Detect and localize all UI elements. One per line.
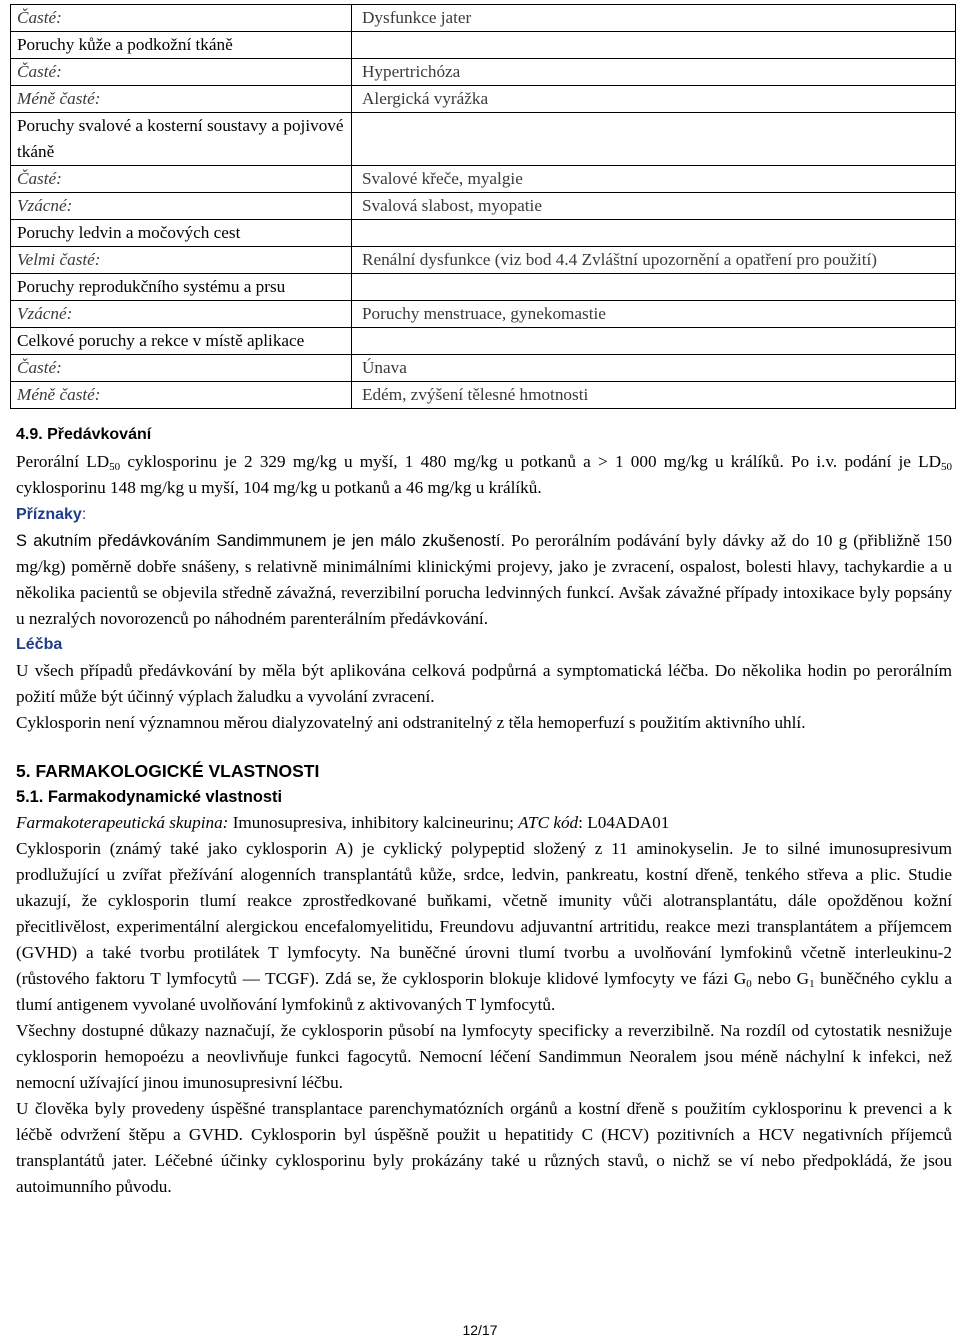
g0-subscript: 0 — [746, 978, 752, 990]
organ-class-label: Celkové poruchy a rekce v místě aplikace — [11, 328, 352, 355]
g1-subscript: 1 — [809, 978, 815, 990]
p1-text-b: nebo G — [751, 969, 810, 988]
effect-cell: Alergická vyrážka — [352, 86, 956, 113]
symptoms-paragraph — [16, 528, 952, 632]
symptoms-lead: S akutním předávkováním Sandimmunem je jen málo zkušeností. — [16, 532, 506, 550]
organ-class-row — [11, 220, 956, 247]
empty-cell — [352, 220, 956, 247]
group-value: Imunosupresiva, inhibitory kalcineurinu; — [228, 813, 519, 832]
section-4-9-heading: 4.9. Předávkování — [16, 426, 152, 443]
frequency-cell: Vzácné: — [11, 193, 352, 220]
effect-cell: Svalová slabost, myopatie — [352, 193, 956, 220]
organ-class-row — [11, 113, 956, 166]
ld-text-b: cyklosporinu je 2 329 mg/kg u myší, 1 480 mg/kg u potkanů a > 1 000 mg/kg u králíků. Po i.v. podání je LD — [120, 452, 942, 471]
ld50-paragraph — [16, 449, 952, 501]
treatment-heading: Léčba — [16, 636, 63, 653]
ld-subscript: 50 — [109, 461, 121, 473]
p1-text-c: buněčného cyklu a tlumí antigenem vyvolané uvolňování lymfokinů z aktivovaných T lymfocytů. — [16, 969, 953, 1014]
pharmacotherapeutic-group — [16, 810, 952, 836]
effect-cell: Edém, zvýšení tělesné hmotnosti — [352, 382, 956, 409]
effect-cell: Hypertrichóza — [352, 59, 956, 86]
effect-cell: Únava — [352, 355, 956, 382]
frequency-cell: Časté: — [11, 5, 352, 32]
symptoms-text: Po perorálním podávání byly dávky až do 10 g (přibližně 150 mg/kg) poměrně dobře snášeny, s relativně minimálními klinickými projevy, jako je zvracení, ospalost, bolesti hlavy, tachykardie a u několika pacientů se objevila středně závažná, reverzibilní porucha ledvinných funkcí. Avšak závažné případy intoxikace byly popsány u nezralých novorozenců po náhodném parenterálním předávkování. — [16, 531, 952, 628]
ld-text-a: Perorální LD — [16, 452, 110, 471]
empty-cell — [352, 274, 956, 301]
ld-text-c: cyklosporinu 148 mg/kg u myší, 104 mg/kg u potkanů a 46 mg/kg u králíků. — [16, 478, 542, 497]
organ-class-row — [11, 32, 956, 59]
effect-row — [11, 193, 956, 220]
p1-text-a: Cyklosporin (známý také jako cyklosporin A) je cyklický polypeptid složený z 11 aminokyselin. Je to silné imunosupresivum prodlužující u zvířat přežívání alogenních transplantátů kůže, srdce, ledvin, pankreatu, kostní dřeně, tenkého střeva a plic. Studie ukazují, že cyklosporin tlumí reakce zprostředkované buňkami, včetně imunity vůči alotransplantátu, dále opožděnou kožní přecitlivělost, experimentální alergickou encefalomyelitidu, Freundovu adjuvantní artritidu, reakce mezi transplantátem a příjemcem (GVHD) a také tvorbu protilátek T lymfocyty. Na buněčné úrovni tlumí tvorbu a uvolňování lymfokinů včetně interleukinu-2 (růstového faktoru T lymfocytů — TCGF). Zdá se, že cyklosporin blokuje klidové lymfocyty ve fázi G — [16, 839, 952, 988]
effect-row — [11, 355, 956, 382]
ld-subscript-2: 50 — [941, 461, 953, 473]
frequency-cell: Časté: — [11, 355, 352, 382]
organ-class-label: Poruchy kůže a podkožní tkáně — [11, 32, 352, 59]
adverse-effects-table — [10, 4, 956, 409]
pharmacodynamics-paragraph-2: Všechny dostupné důkazy naznačují, že cyklosporin působí na lymfocyty specificky a reverzibilně. Na rozdíl od cytostatik nesnižuje cyklosporin hemopoézu a neovlivňuje funkci fagocytů. Nemocní léčení Sandimmun Neoralem jsou méně náchylní k infekci, než nemocní užívající jinou imunosupresivní léčbu. — [16, 1021, 952, 1092]
pharmacodynamics-paragraph-1 — [16, 836, 952, 1018]
organ-class-row — [11, 328, 956, 355]
frequency-cell: Méně časté: — [11, 86, 352, 113]
treatment-paragraph-1: U všech případů předávkování by měla být aplikována celková podpůrná a symptomatická léčba. Do několika hodin po perorálním požití může být účinný výplach žaludku a vyvolání zvracení. — [16, 661, 952, 706]
empty-cell — [352, 113, 956, 166]
group-label: Farmakoterapeutická skupina: — [16, 813, 229, 832]
organ-class-row — [11, 274, 956, 301]
frequency-cell: Časté: — [11, 59, 352, 86]
symptoms-colon: : — [81, 506, 87, 523]
treatment-paragraph-2: Cyklosporin není významnou měrou dialyzovatelný ani odstranitelný z těla hemoperfuzí s použitím aktivního uhlí. — [16, 713, 806, 732]
organ-class-label: Poruchy svalové a kosterní soustavy a pojivové tkáně — [11, 113, 352, 166]
effect-cell: Poruchy menstruace, gynekomastie — [352, 301, 956, 328]
organ-class-label: Poruchy ledvin a močových cest — [11, 220, 352, 247]
page-number: 12/17 — [462, 1322, 498, 1338]
section-5-heading: 5. FARMAKOLOGICKÉ VLASTNOSTI — [16, 761, 320, 781]
effect-cell: Dysfunkce jater — [352, 5, 956, 32]
atc-label: ATC kód — [518, 813, 579, 832]
effect-row — [11, 301, 956, 328]
empty-cell — [352, 328, 956, 355]
frequency-cell: Méně časté: — [11, 382, 352, 409]
symptoms-label: Příznaky — [16, 506, 82, 523]
frequency-cell: Časté: — [11, 166, 352, 193]
effect-row — [11, 59, 956, 86]
document-body — [16, 422, 952, 1200]
frequency-cell: Vzácné: — [11, 301, 352, 328]
organ-class-label: Poruchy reprodukčního systému a prsu — [11, 274, 352, 301]
effect-row — [11, 166, 956, 193]
pharmacodynamics-paragraph-3: U člověka byly provedeny úspěšné transplantace parenchymatózních orgánů a kostní dřeně s použitím cyklosporinu k prevenci a k léčbě odvržení štěpu a GVHD. Cyklosporin byl úspěšně použit u hepatitidy C (HCV) pozitivních a HCV negativních příjemců transplantátů jater. Léčebné účinky cyklosporinu byly prokázány také u různých stavů, o nichž se ví nebo předpokládá, že jsou autoimunního původu. — [16, 1099, 952, 1196]
effect-row — [11, 382, 956, 409]
effect-row — [11, 247, 956, 274]
empty-cell — [352, 32, 956, 59]
effect-cell: Renální dysfunkce (viz bod 4.4 Zvláštní upozornění a opatření pro použití) — [352, 247, 956, 274]
symptoms-heading — [16, 501, 952, 528]
section-5-1-heading: 5.1. Farmakodynamické vlastnosti — [16, 788, 283, 806]
frequency-cell: Velmi časté: — [11, 247, 352, 274]
effect-row — [11, 5, 956, 32]
atc-value: : L04ADA01 — [578, 813, 670, 832]
effect-row — [11, 86, 956, 113]
effect-cell: Svalové křeče, myalgie — [352, 166, 956, 193]
